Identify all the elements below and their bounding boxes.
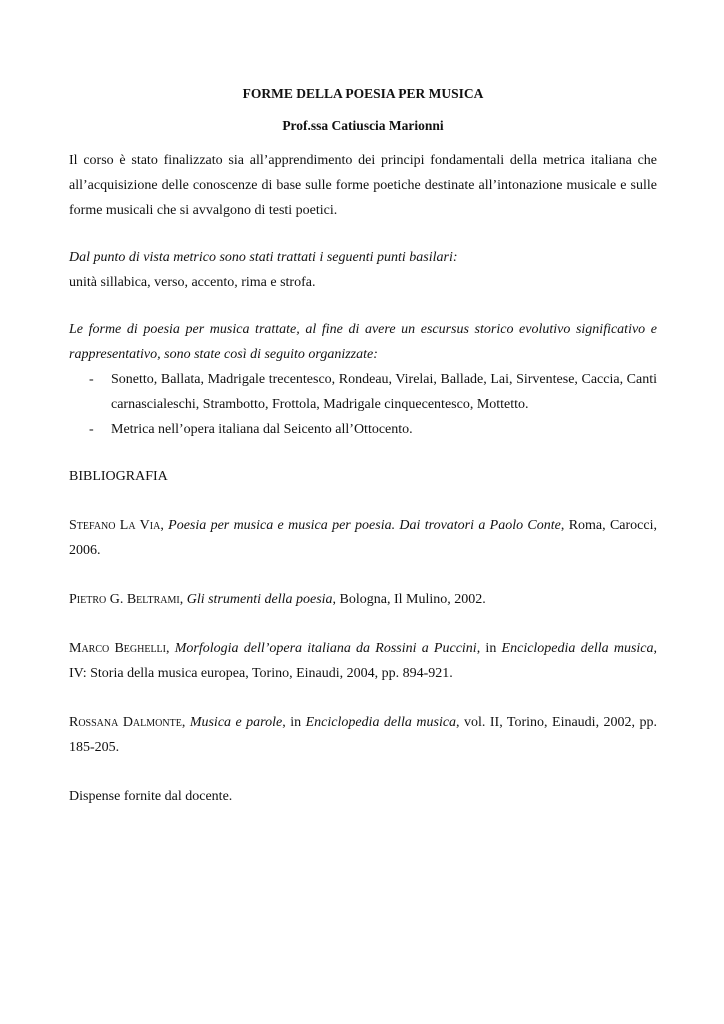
bibliography-entry: [69, 513, 657, 563]
intro-paragraph: Il corso è stato finalizzato sia all’apprendimento dei principi fondamentali della metrica italiana che all’acquisizione delle conoscenze di base sulle forme poetiche destinate all’intonazione musicale e sulle forme musicali che si avvalgono di testi poetici.: [69, 153, 657, 218]
metric-section: [69, 245, 657, 295]
entry-author: Pietro G. Beltrami: [69, 592, 180, 607]
bibliography-entry: [69, 710, 657, 760]
document-title: FORME DELLA POESIA PER MUSICA: [242, 86, 484, 101]
list-item: [69, 367, 657, 417]
bibliography-heading: BIBLIOGRAFIA: [69, 469, 168, 484]
metric-heading: Dal punto di vista metrico sono stati trattati i seguenti punti basilari:: [69, 250, 458, 265]
entry-separator: ,: [179, 592, 187, 607]
forms-heading: Le forme di poesia per musica trattate, al fine di avere un escursus storico evolutivo significativo e rappresentativo, sono state così di seguito organizzate:: [69, 322, 657, 362]
document-page: [69, 84, 657, 809]
list-item: [69, 417, 657, 442]
list-dash: -: [89, 422, 94, 437]
entry-work: Gli strumenti della poesia: [186, 592, 333, 607]
entry-work: Poesia per musica e musica per poesia. Dai trovatori a Paolo Conte: [168, 518, 561, 533]
entry-separator: ,: [166, 641, 175, 656]
entry-author: Rossana Dalmonte: [69, 715, 182, 730]
entry-work: Musica e parole: [189, 715, 283, 730]
entry-separator: ,: [181, 715, 190, 730]
forms-section: [69, 317, 657, 442]
entry-in: , in: [476, 641, 502, 656]
entry-details: , Bologna, Il Mulino, 2002.: [332, 592, 486, 607]
document-author: Prof.ssa Catiuscia Marionni: [282, 118, 444, 133]
forms-list: [69, 367, 657, 442]
bibliography-entry: [69, 587, 657, 612]
list-item-text: Sonetto, Ballata, Madrigale trecentesco, Rondeau, Virelai, Ballade, Lai, Sirventese, Caccia, Canti carnascialeschi, Strambotto, Frottola, Madrigale cinquecentesco, Mottetto.: [111, 372, 657, 412]
entry-details: , Roma, Carocci, 2006.: [69, 518, 657, 558]
entry-separator: ,: [160, 518, 169, 533]
list-item-text: Metrica nell’opera italiana dal Seicento all’Ottocento.: [111, 422, 413, 437]
entry-in: , in: [282, 715, 306, 730]
closing-note: Dispense fornite dal docente.: [69, 789, 233, 804]
entry-container: Enciclopedia della musica: [305, 715, 457, 730]
entry-work: Morfologia dell’opera italiana da Rossini a Puccini: [174, 641, 477, 656]
entry-details: , IV: Storia della musica europea, Torino, Einaudi, 2004, pp. 894-921.: [69, 641, 658, 681]
entry-author: Stefano La Via: [69, 518, 161, 533]
metric-points: unità sillabica, verso, accento, rima e strofa.: [69, 275, 316, 290]
entry-details: , vol. II, Torino, Einaudi, 2002, pp. 185-205.: [69, 715, 658, 755]
entry-container: Enciclopedia della musica: [501, 641, 654, 656]
bibliography-entry: [69, 636, 657, 686]
entry-author: Marco Beghelli: [69, 641, 166, 656]
list-dash: -: [89, 372, 94, 387]
